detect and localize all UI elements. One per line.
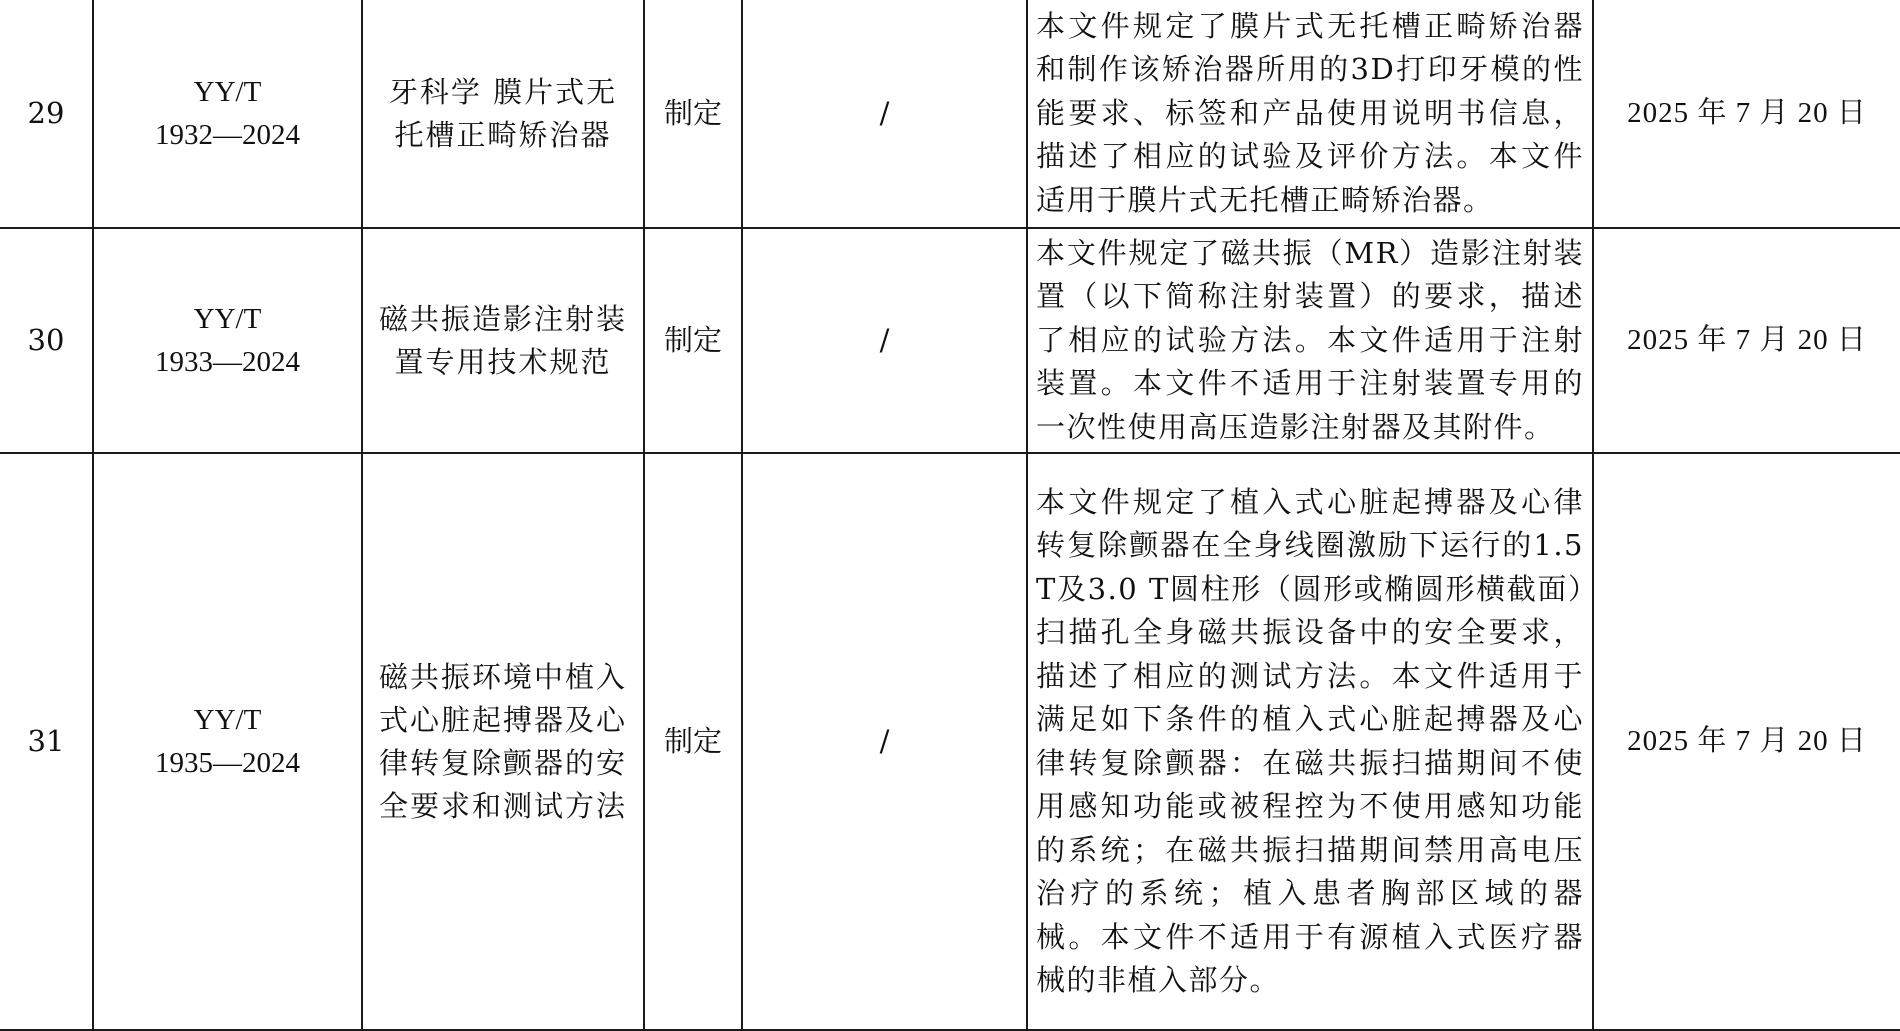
table-row: [0, 0, 1900, 228]
replaced-standard-cell: /: [742, 453, 1027, 1030]
standard-code-cell: [93, 453, 362, 1030]
table-row: [0, 228, 1900, 453]
table-row: [0, 453, 1900, 1030]
effective-date-cell: 2025 年 7 月 20 日: [1593, 453, 1900, 1030]
effective-date-cell: 2025 年 7 月 20 日: [1593, 0, 1900, 228]
seq-cell: 29: [0, 0, 93, 228]
standard-code-number: 1933—2024: [155, 345, 300, 378]
standard-name-cell: 磁共振造影注射装置专用技术规范: [362, 228, 644, 453]
standard-code-prefix: YY/T: [193, 703, 262, 736]
standard-code-prefix: YY/T: [193, 302, 262, 335]
effective-date-cell: 2025 年 7 月 20 日: [1593, 228, 1900, 453]
standard-code-number: 1935—2024: [155, 746, 300, 779]
standard-name-cell: 磁共振环境中植入式心脏起搏器及心律转复除颤器的安全要求和测试方法: [362, 453, 644, 1030]
standard-code-cell: [93, 228, 362, 453]
description-cell: 本文件规定了膜片式无托槽正畸矫治器和制作该矫治器所用的3D打印牙模的性能要求、标签和产品使用说明书信息，描述了相应的试验及评价方法。本文件适用于膜片式无托槽正畸矫治器。: [1027, 0, 1593, 228]
description-cell: 本文件规定了磁共振（MR）造影注射装置（以下简称注射装置）的要求，描述了相应的试验方法。本文件适用于注射装置。本文件不适用于注射装置专用的一次性使用高压造影注射器及其附件。: [1027, 228, 1593, 453]
description-cell: 本文件规定了植入式心脏起搏器及心律转复除颤器在全身线圈激励下运行的1.5 T及3.0 T圆柱形（圆形或椭圆形横截面）扫描孔全身磁共振设备中的安全要求，描述了相应的测试方法。本文件适用于满足如下条件的植入式心脏起搏器及心律转复除颤器：在磁共振扫描期间不使用感知功能或被程控为不使用感知功能的系统；在磁共振扫描期间禁用高电压治疗的系统；植入患者胸部区域的器械。本文件不适用于有源植入式医疗器械的非植入部分。: [1027, 453, 1593, 1030]
standard-code-number: 1932—2024: [155, 118, 300, 151]
standard-type-cell: 制定: [644, 0, 742, 228]
standard-code-prefix: YY/T: [193, 75, 262, 108]
replaced-standard-cell: /: [742, 0, 1027, 228]
standard-code-cell: [93, 0, 362, 228]
standard-name-cell: 牙科学 膜片式无托槽正畸矫治器: [362, 0, 644, 228]
seq-cell: 30: [0, 228, 93, 453]
standard-type-cell: 制定: [644, 228, 742, 453]
seq-cell: 31: [0, 453, 93, 1030]
standard-type-cell: 制定: [644, 453, 742, 1030]
replaced-standard-cell: /: [742, 228, 1027, 453]
